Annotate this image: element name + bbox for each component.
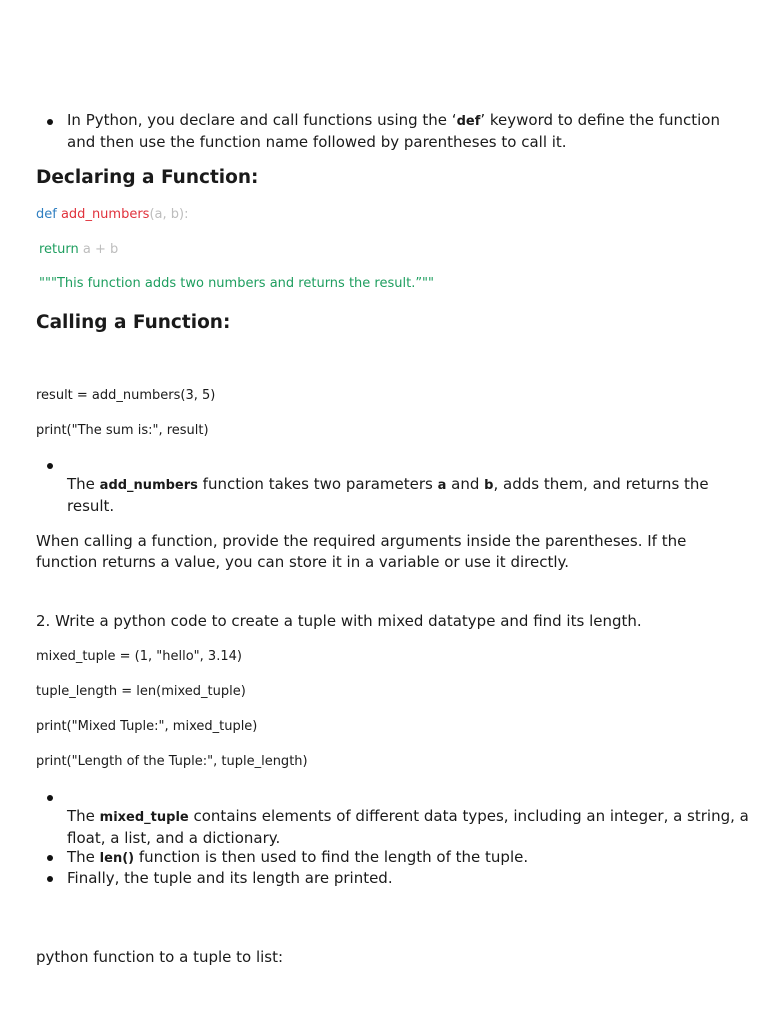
bullet-dot <box>47 855 53 861</box>
question-2: 2. Write a python code to create a tuple with mixed datatype and find its length. <box>36 612 642 630</box>
call-bullet-text: The add_numbers function takes two parameters a and b, adds them, and returns the result. <box>67 475 709 515</box>
code-call-line-2: print("The sum is:", result) <box>36 423 209 438</box>
calling-paragraph: When calling a function, provide the required arguments inside the parentheses. If the function returns a value, you can store it in a variable or use it directly. <box>36 532 687 571</box>
bullet-dot <box>47 119 53 125</box>
intro-bullet-text: In Python, you declare and call functions using the ‘def’ keyword to define the function and then use the function name followed by parentheses to call it. <box>67 111 720 151</box>
bullet-dot <box>47 795 53 801</box>
bullet-dot <box>47 876 53 882</box>
code-def-line: def add_numbers(a, b): <box>36 207 189 222</box>
code-tuple-line-4: print("Length of the Tuple:", tuple_length) <box>36 754 308 769</box>
tuple-bullet-2: The len() function is then used to find the length of the tuple. <box>67 848 529 866</box>
calling-heading: Calling a Function: <box>36 312 231 333</box>
code-call-line-1: result = add_numbers(3, 5) <box>36 388 216 403</box>
code-tuple-line-2: tuple_length = len(mixed_tuple) <box>36 684 246 699</box>
code-tuple-line-1: mixed_tuple = (1, "hello", 3.14) <box>36 649 242 664</box>
bullet-dot <box>47 463 53 469</box>
final-line: python function to a tuple to list: <box>36 948 284 966</box>
declaring-heading: Declaring a Function: <box>36 167 259 188</box>
code-return-line: return a + b <box>39 242 119 257</box>
code-tuple-line-3: print("Mixed Tuple:", mixed_tuple) <box>36 719 258 734</box>
tuple-bullet-1: The mixed_tuple contains elements of different data types, including an integer, a string, a float, a list, and a dictionary. <box>67 807 749 847</box>
code-docstring: """This function adds two numbers and returns the result.”"" <box>39 276 435 291</box>
tuple-bullet-3: Finally, the tuple and its length are printed. <box>67 869 393 887</box>
